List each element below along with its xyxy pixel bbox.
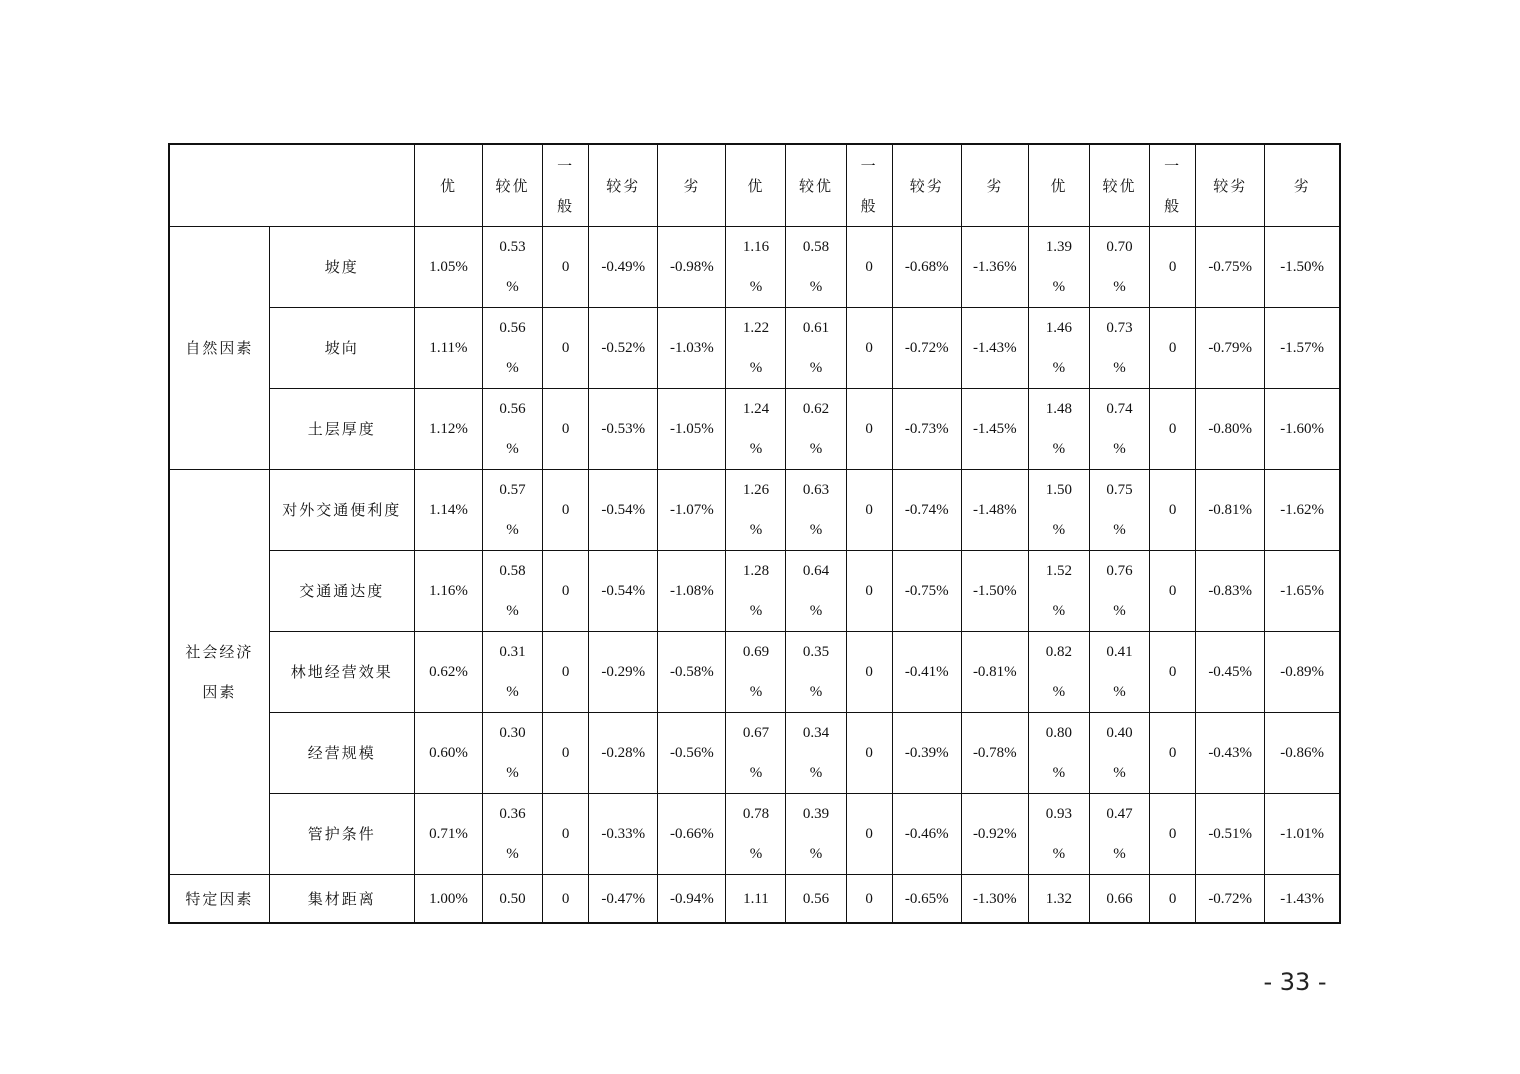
value-cell: 0: [846, 551, 892, 632]
header-grade-cell: 较劣: [589, 144, 658, 227]
value-cell: -0.68%: [892, 227, 961, 308]
value-cell: -0.58%: [658, 632, 726, 713]
table-row: [169, 713, 1340, 794]
factor-name-cell: 经营规模: [269, 713, 414, 794]
value-cell: -0.54%: [589, 551, 658, 632]
value-cell: -0.29%: [589, 632, 658, 713]
value-cell: 0: [1150, 794, 1196, 875]
value-cell: 0: [1150, 227, 1196, 308]
factor-group-cell: 自然因素: [169, 227, 269, 470]
table-row: [169, 389, 1340, 470]
value-cell: 0.62%: [414, 632, 482, 713]
value-cell: -0.89%: [1265, 632, 1340, 713]
value-cell: 1.48 %: [1028, 389, 1089, 470]
value-cell: 0: [543, 794, 589, 875]
value-cell: 0.47 %: [1089, 794, 1149, 875]
value-cell: -0.33%: [589, 794, 658, 875]
factor-name-cell: 管护条件: [269, 794, 414, 875]
value-cell: 0.35 %: [786, 632, 846, 713]
value-cell: 1.11%: [414, 308, 482, 389]
value-cell: -0.28%: [589, 713, 658, 794]
value-cell: 0: [846, 308, 892, 389]
value-cell: -0.65%: [892, 875, 961, 924]
value-cell: -0.43%: [1196, 713, 1265, 794]
value-cell: -0.94%: [658, 875, 726, 924]
value-cell: 0.73 %: [1089, 308, 1149, 389]
value-cell: -1.50%: [1265, 227, 1340, 308]
value-cell: -1.03%: [658, 308, 726, 389]
value-cell: -0.72%: [892, 308, 961, 389]
factor-name-cell: 坡度: [269, 227, 414, 308]
value-cell: -0.75%: [1196, 227, 1265, 308]
value-cell: 0: [543, 470, 589, 551]
value-cell: -0.98%: [658, 227, 726, 308]
value-cell: 1.16%: [414, 551, 482, 632]
value-cell: -0.78%: [961, 713, 1028, 794]
value-cell: 0.56 %: [483, 308, 543, 389]
value-cell: -0.73%: [892, 389, 961, 470]
value-cell: 0.76 %: [1089, 551, 1149, 632]
value-cell: -1.36%: [961, 227, 1028, 308]
table-row: [169, 308, 1340, 389]
value-cell: -0.79%: [1196, 308, 1265, 389]
value-cell: 0.74 %: [1089, 389, 1149, 470]
header-grade-cell: 一 般: [1150, 144, 1196, 227]
factor-correction-table-container: [168, 143, 1341, 924]
value-cell: -0.80%: [1196, 389, 1265, 470]
value-cell: 0.58 %: [786, 227, 846, 308]
value-cell: -1.07%: [658, 470, 726, 551]
value-cell: 0.69 %: [726, 632, 786, 713]
value-cell: -0.74%: [892, 470, 961, 551]
value-cell: 0.41 %: [1089, 632, 1149, 713]
value-cell: 0: [1150, 308, 1196, 389]
value-cell: -1.05%: [658, 389, 726, 470]
table-row: [169, 632, 1340, 713]
value-cell: 1.52 %: [1028, 551, 1089, 632]
header-grade-cell: 较优: [483, 144, 543, 227]
value-cell: 0.80 %: [1028, 713, 1089, 794]
page-number: - 33 -: [1263, 968, 1327, 996]
value-cell: 1.16 %: [726, 227, 786, 308]
value-cell: 0: [846, 227, 892, 308]
value-cell: 0.57 %: [483, 470, 543, 551]
value-cell: -0.53%: [589, 389, 658, 470]
value-cell: -0.83%: [1196, 551, 1265, 632]
value-cell: -1.57%: [1265, 308, 1340, 389]
value-cell: -0.81%: [961, 632, 1028, 713]
value-cell: 0.62 %: [786, 389, 846, 470]
header-grade-cell: 优: [726, 144, 786, 227]
value-cell: 1.39 %: [1028, 227, 1089, 308]
value-cell: 0: [543, 308, 589, 389]
value-cell: -0.86%: [1265, 713, 1340, 794]
value-cell: 0: [543, 227, 589, 308]
factor-name-cell: 坡向: [269, 308, 414, 389]
value-cell: 0.66: [1089, 875, 1149, 924]
value-cell: 0.78 %: [726, 794, 786, 875]
value-cell: 1.12%: [414, 389, 482, 470]
value-cell: 0.34 %: [786, 713, 846, 794]
value-cell: -1.48%: [961, 470, 1028, 551]
value-cell: -1.65%: [1265, 551, 1340, 632]
value-cell: 1.32: [1028, 875, 1089, 924]
value-cell: 0: [846, 875, 892, 924]
value-cell: 0: [846, 632, 892, 713]
value-cell: 0.53 %: [483, 227, 543, 308]
header-grade-cell: 劣: [658, 144, 726, 227]
value-cell: -1.30%: [961, 875, 1028, 924]
value-cell: -0.41%: [892, 632, 961, 713]
value-cell: 0.60%: [414, 713, 482, 794]
value-cell: -0.81%: [1196, 470, 1265, 551]
header-grade-cell: 优: [414, 144, 482, 227]
value-cell: -0.52%: [589, 308, 658, 389]
value-cell: 1.46 %: [1028, 308, 1089, 389]
header-grade-cell: 一 般: [846, 144, 892, 227]
table-row: [169, 794, 1340, 875]
header-grade-cell: 劣: [961, 144, 1028, 227]
value-cell: -0.56%: [658, 713, 726, 794]
value-cell: 1.14%: [414, 470, 482, 551]
value-cell: 0.93 %: [1028, 794, 1089, 875]
value-cell: -0.92%: [961, 794, 1028, 875]
value-cell: 0: [1150, 551, 1196, 632]
value-cell: 0.71%: [414, 794, 482, 875]
value-cell: -0.51%: [1196, 794, 1265, 875]
header-grade-cell: 较劣: [892, 144, 961, 227]
value-cell: 0.64 %: [786, 551, 846, 632]
value-cell: 1.22 %: [726, 308, 786, 389]
value-cell: 0: [543, 632, 589, 713]
value-cell: 0.63 %: [786, 470, 846, 551]
value-cell: 0.58 %: [483, 551, 543, 632]
value-cell: 1.50 %: [1028, 470, 1089, 551]
header-grade-cell: 较优: [786, 144, 846, 227]
value-cell: 0.56 %: [483, 389, 543, 470]
value-cell: 0: [543, 551, 589, 632]
header-grade-cell: 优: [1028, 144, 1089, 227]
value-cell: 1.26 %: [726, 470, 786, 551]
header-grade-cell: 一 般: [543, 144, 589, 227]
value-cell: -0.39%: [892, 713, 961, 794]
value-cell: -1.43%: [961, 308, 1028, 389]
header-row: [169, 144, 1340, 227]
factor-group-cell: 社会经济 因素: [169, 470, 269, 875]
value-cell: 0.61 %: [786, 308, 846, 389]
value-cell: 0.40 %: [1089, 713, 1149, 794]
value-cell: 1.28 %: [726, 551, 786, 632]
table-row: [169, 551, 1340, 632]
value-cell: 0.39 %: [786, 794, 846, 875]
value-cell: -1.08%: [658, 551, 726, 632]
factor-group-cell: 特定因素: [169, 875, 269, 924]
header-grade-cell: 较劣: [1196, 144, 1265, 227]
value-cell: 0: [1150, 632, 1196, 713]
value-cell: -1.60%: [1265, 389, 1340, 470]
value-cell: -0.45%: [1196, 632, 1265, 713]
table-row: [169, 227, 1340, 308]
value-cell: -1.45%: [961, 389, 1028, 470]
value-cell: 0.31 %: [483, 632, 543, 713]
value-cell: 0: [846, 389, 892, 470]
factor-name-cell: 集材距离: [269, 875, 414, 924]
value-cell: 0: [846, 713, 892, 794]
value-cell: 0.36 %: [483, 794, 543, 875]
value-cell: 0.30 %: [483, 713, 543, 794]
value-cell: 1.24 %: [726, 389, 786, 470]
header-grade-cell: 较优: [1089, 144, 1149, 227]
header-grade-cell: 劣: [1265, 144, 1340, 227]
value-cell: 0: [1150, 470, 1196, 551]
value-cell: 0.67 %: [726, 713, 786, 794]
value-cell: -1.43%: [1265, 875, 1340, 924]
value-cell: 0: [846, 794, 892, 875]
value-cell: 0.82 %: [1028, 632, 1089, 713]
factor-name-cell: 土层厚度: [269, 389, 414, 470]
value-cell: 0: [846, 470, 892, 551]
value-cell: -0.75%: [892, 551, 961, 632]
value-cell: 1.05%: [414, 227, 482, 308]
value-cell: -1.50%: [961, 551, 1028, 632]
value-cell: 1.00%: [414, 875, 482, 924]
factor-name-cell: 林地经营效果: [269, 632, 414, 713]
value-cell: -0.47%: [589, 875, 658, 924]
header-corner-cell: [169, 144, 414, 227]
value-cell: 0: [1150, 389, 1196, 470]
factor-name-cell: 交通通达度: [269, 551, 414, 632]
value-cell: -0.46%: [892, 794, 961, 875]
value-cell: -0.66%: [658, 794, 726, 875]
value-cell: 0: [543, 713, 589, 794]
value-cell: -0.49%: [589, 227, 658, 308]
value-cell: -1.01%: [1265, 794, 1340, 875]
value-cell: 1.11: [726, 875, 786, 924]
value-cell: -0.72%: [1196, 875, 1265, 924]
value-cell: 0: [543, 875, 589, 924]
table-body: [169, 144, 1340, 923]
table-row: [169, 875, 1340, 924]
value-cell: -1.62%: [1265, 470, 1340, 551]
value-cell: 0.70 %: [1089, 227, 1149, 308]
value-cell: 0: [1150, 875, 1196, 924]
value-cell: 0.56: [786, 875, 846, 924]
factor-name-cell: 对外交通便利度: [269, 470, 414, 551]
value-cell: 0.75 %: [1089, 470, 1149, 551]
factor-correction-table: [168, 143, 1341, 924]
table-row: [169, 470, 1340, 551]
value-cell: -0.54%: [589, 470, 658, 551]
value-cell: 0: [543, 389, 589, 470]
value-cell: 0: [1150, 713, 1196, 794]
value-cell: 0.50: [483, 875, 543, 924]
